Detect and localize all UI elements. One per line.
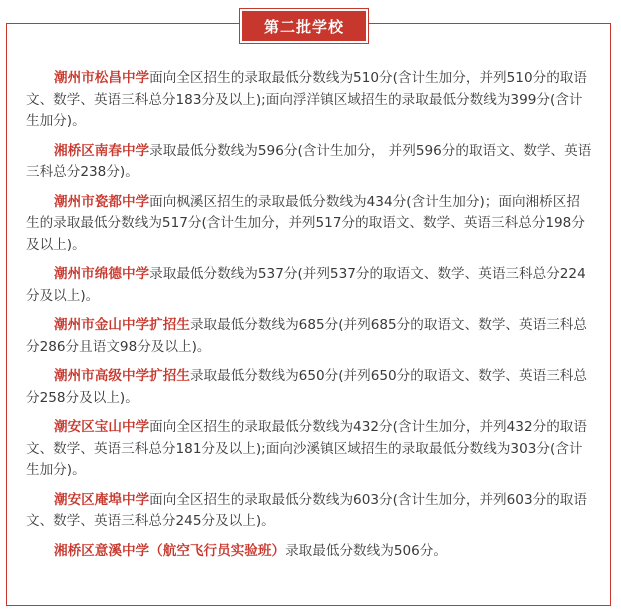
school-name: 潮安区庵埠中学: [54, 491, 150, 508]
entry-text: 录取最低分数线为537分(并列537分的取语文、数学、英语三科总分224分及以上)。: [26, 266, 586, 304]
school-name: 湘桥区意溪中学（航空飞行员实验班）: [54, 542, 286, 559]
entry-text: 面向全区招生的录取最低分数线为432分(含计生加分，并列432分的取语文、数学、英语三科总分181分及以上);面向沙溪镇区域招生的录取最低分数线为303分(含计生加分)。: [26, 419, 587, 478]
list-item: [26, 192, 592, 257]
list-item: [26, 264, 592, 307]
school-name: 潮州市绵德中学: [54, 266, 150, 282]
school-name: 潮州市松昌中学: [54, 70, 150, 86]
entry-text: 录取最低分数线为506分。: [285, 542, 447, 559]
list-item: [26, 315, 592, 358]
school-name: 湘桥区南春中学: [54, 142, 150, 159]
list-item: [26, 417, 592, 482]
entry-text: 面向枫溪区招生的录取最低分数线为434分(含计生加分)；面向湘桥区招生的录取最低分数线为517分(含计生加分，并列517分的取语文、数学、英语三科总分198分及以上)。: [26, 193, 585, 253]
entry-text: 录取最低分数线为650分(并列650分的取语文、数学、英语三科总分258分及以上)。: [26, 368, 587, 406]
entry-text: 录取最低分数线为596分(含计生加分， 并列596分的取语文、数学、英语三科总分238分)。: [26, 142, 592, 180]
school-list: [26, 68, 592, 570]
entry-text: 录取最低分数线为685分(并列685分的取语文、数学、英语三科总分286分且语文98分及以上)。: [26, 317, 587, 355]
list-item: [26, 541, 592, 563]
school-name: 潮安区宝山中学: [54, 419, 150, 435]
list-item: [26, 141, 592, 184]
entry-text: 面向全区招生的录取最低分数线为603分(含计生加分，并列603分的取语文、数学、英语三科总分245分及以上)。: [26, 491, 587, 529]
entry-text: 面向全区招生的录取最低分数线为510分(含计生加分，并列510分的取语文、数学、英语三科总分183分及以上);面向浮洋镇区域招生的录取最低分数线为399分(含计生加分)。: [26, 70, 587, 129]
school-name: 潮州市金山中学扩招生: [54, 317, 190, 333]
section-title: 第二批学校: [240, 9, 368, 43]
list-item: [26, 490, 592, 533]
list-item: [26, 68, 592, 133]
school-name: 潮州市瓷都中学: [54, 193, 150, 210]
school-name: 潮州市高级中学扩招生: [54, 368, 190, 384]
list-item: [26, 366, 592, 409]
